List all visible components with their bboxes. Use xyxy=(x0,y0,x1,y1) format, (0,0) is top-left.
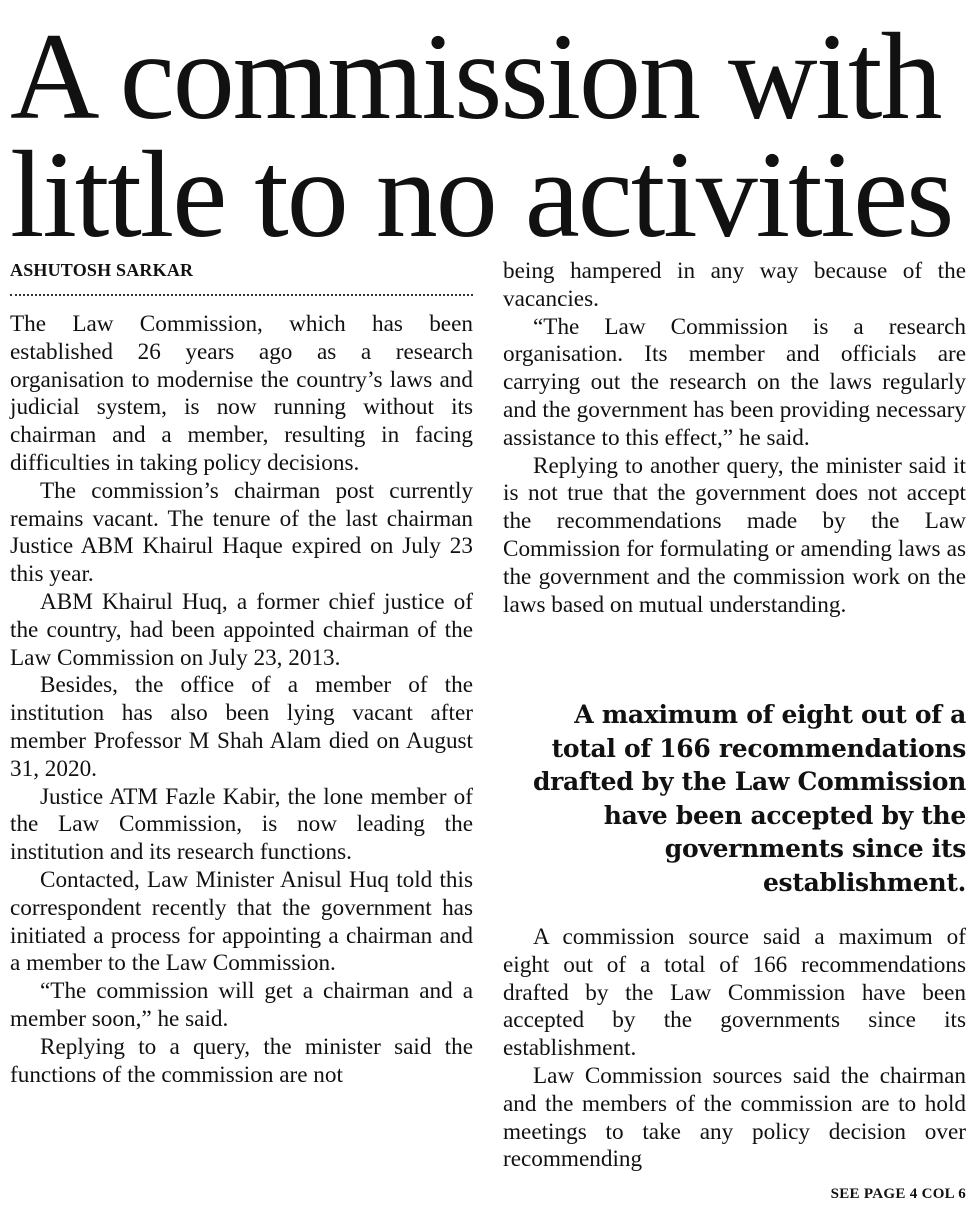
headline xyxy=(10,8,970,263)
left-column xyxy=(10,311,473,1089)
pull-quote: A maximum of eight out of a total of 166 recommendations drafted by the Law Commission have been accepted by the governments since its establishment. xyxy=(532,700,966,897)
paragraph: “The commission will get a chairman and a member soon,” he said. xyxy=(10,978,473,1032)
paragraph: Replying to a query, the minister said the functions of the commission are not xyxy=(10,1033,473,1088)
paragraph: The commission’s chairman post currently remains vacant. The tenure of the last chairman Justice ABM Khairul Haque expired on July 23 this year. xyxy=(10,477,473,588)
right-column-top xyxy=(503,258,966,619)
byline: ASHUTOSH SARKAR xyxy=(10,260,194,280)
paragraph: ABM Khairul Huq, a former chief justice of the country, had been appointed chairman of the Law Commission on July 23, 2013. xyxy=(10,588,473,671)
paragraph: The Law Commission, which has been established 26 years ago as a research organisation to modernise the country’s laws and judicial system, is now running without its chairman and a member, resulting in facing difficulties in taking policy decisions. xyxy=(10,311,473,476)
paragraph: Contacted, Law Minister Anisul Huq told this correspondent recently that the government has initiated a process for appointing a chairman and a member to the Law Commission. xyxy=(10,866,473,977)
paragraph: Justice ATM Fazle Kabir, the lone member of the Law Commission, is now leading the institution and its research functions. xyxy=(10,783,473,866)
right-column-bottom xyxy=(503,924,966,1174)
byline-divider xyxy=(10,294,473,296)
paragraph: “The Law Commission is a research organisation. Its member and officials are carrying out the research on the laws regularly and the government has been providing necessary assistance to this effect,” he said. xyxy=(503,313,966,451)
paragraph: Law Commission sources said the chairman and the members of the commission are to hold meetings to take any policy decision over recommending xyxy=(503,1062,966,1173)
headline-line-2: little to no activities xyxy=(10,126,953,263)
paragraph: being hampered in any way because of the vacancies. xyxy=(503,258,966,312)
paragraph: Besides, the office of a member of the institution has also been lying vacant after member Professor M Shah Alam died on August 31, 2020. xyxy=(10,672,473,782)
headline-line-1: A commission with xyxy=(10,8,941,145)
continuation-link[interactable]: SEE PAGE 4 COL 6 xyxy=(830,1186,966,1202)
paragraph: Replying to another query, the minister said it is not true that the government does not accept the recommendations made by the Law Commission for formulating or amending laws as the government and the commission work on the laws based on mutual understanding. xyxy=(503,452,966,618)
paragraph: A commission source said a maximum of eight out of a total of 166 recommendations drafted by the Law Commission have been accepted by the governments since its establishment. xyxy=(503,924,966,1062)
